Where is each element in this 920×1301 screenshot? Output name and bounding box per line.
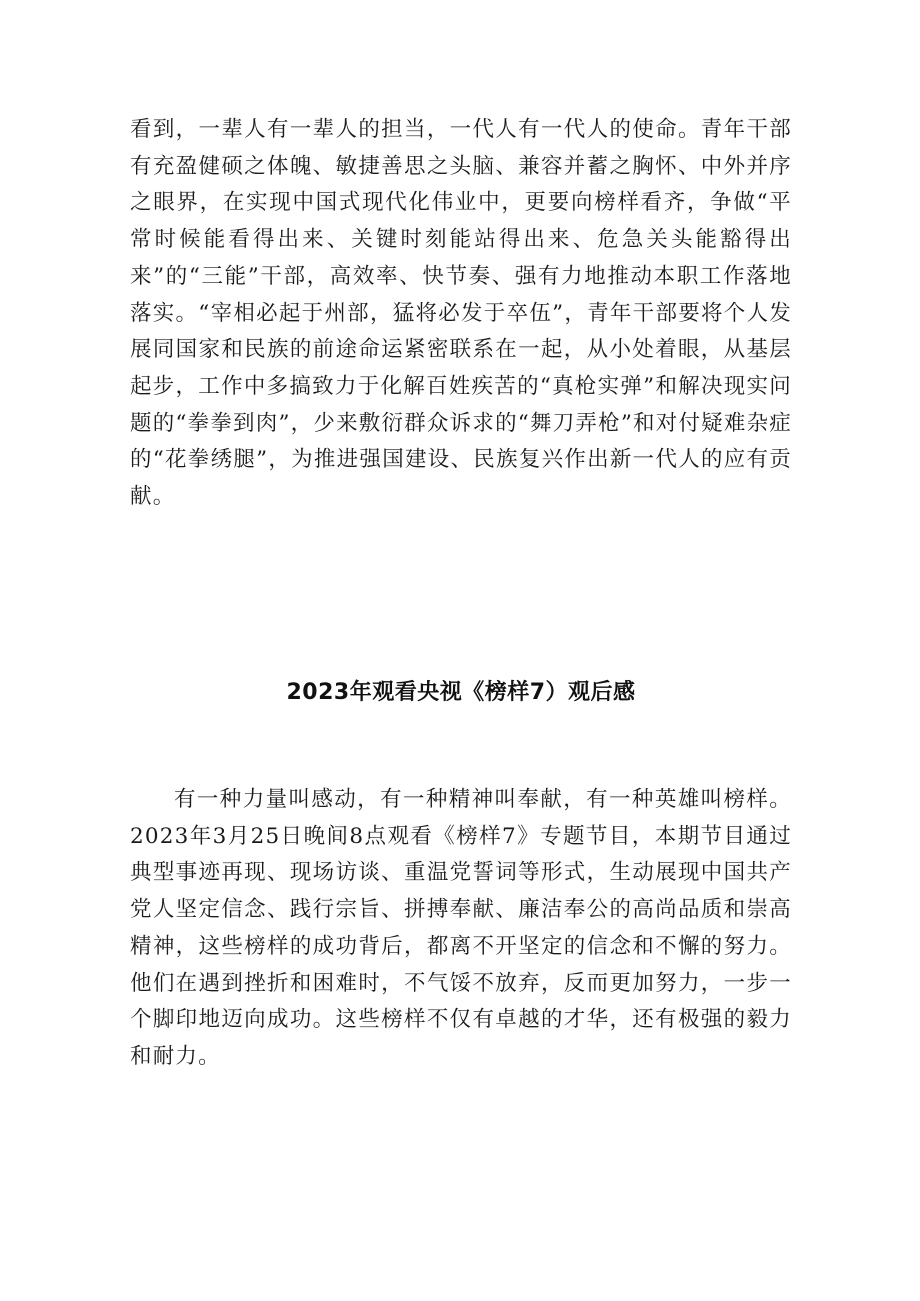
section-title: 2023年观看央视《榜样7）观后感 (286, 680, 636, 705)
body-paragraph-intro: 有一种力量叫感动，有一种精神叫奉献，有一种英雄叫榜样。2023年3月25日晚间8点观看《榜样7》专题节目，本期节目通过典型事迹再现、现场访谈、重温党誓词等形式，生动展现中国共产党人坚定信念、践行宗旨、拼搏奉献、廉洁奉公的高尚品质和崇高精神，这些榜样的成功背后，都离不开坚定的信念和不懈的努力。他们在遇到挫折和困难时，不气馁不放弃，反而更加努力，一步一个脚印地迈向成功。这些榜样不仅有卓越的才华，还有极强的毅力和耐力。 (130, 787, 792, 1069)
body-paragraph-continued: 看到，一辈人有一辈人的担当，一代人有一代人的使命。青年干部有充盈健硕之体魄、敏捷善思之头脑、兼容并蓄之胸怀、中外并序之眼界，在实现中国式现代化伟业中，更要向榜样看齐，争做“平常时候能看得出来、关键时刻能站得出来、危急关头能豁得出来”的“三能”干部，高效率、快节奏、强有力地推动本职工作落地落实。“宰相必起于州部，猛将必发于卒伍”，青年干部要将个人发展同国家和民族的前途命运紧密联系在一起，从小处着眼，从基层起步，工作中多搞致力于化解百姓疾苦的“真枪实弹”和解决现实问题的“拳拳到肉”，少来敷衍群众诉求的“舞刀弄枪”和对付疑难杂症的“花拳绣腿”，为推进强国建设、民族复兴作出新一代人的应有贡献。 (130, 117, 792, 510)
